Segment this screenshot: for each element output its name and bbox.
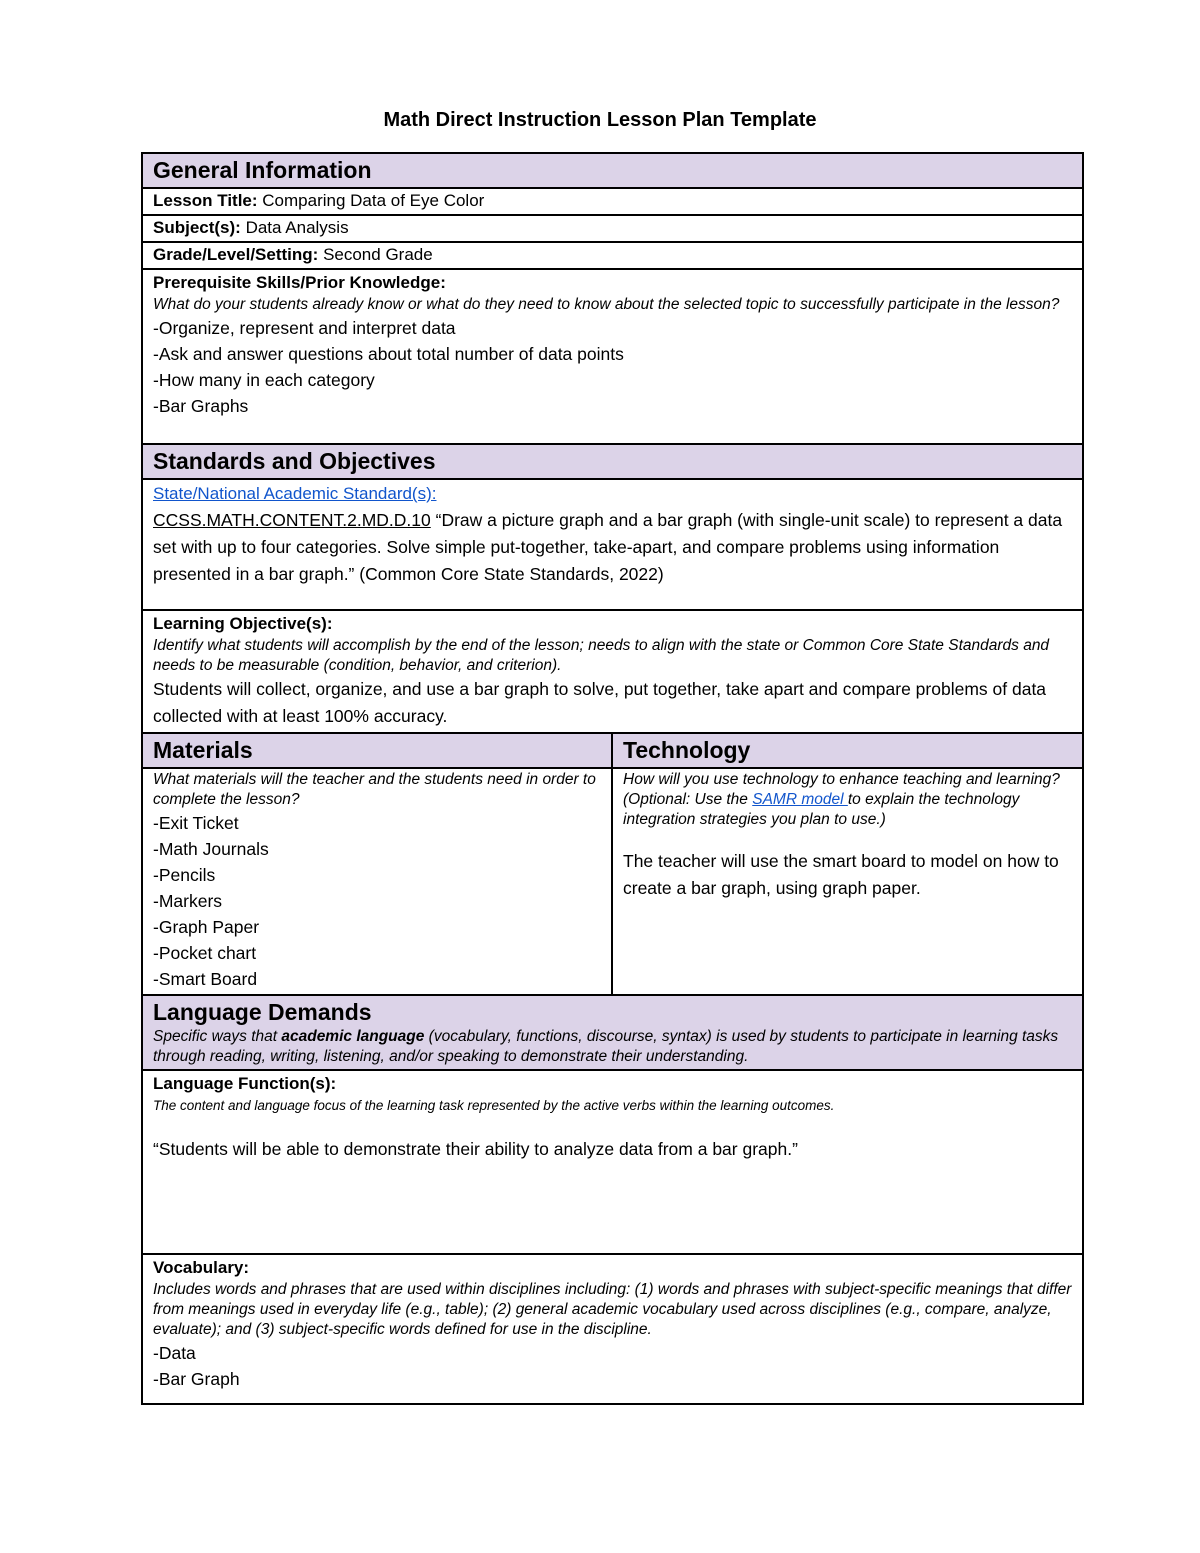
materials-cell bbox=[142, 768, 612, 995]
vocabulary-cell bbox=[142, 1254, 1083, 1404]
prereq-label: Prerequisite Skills/Prior Knowledge: bbox=[153, 273, 446, 292]
samr-model-link[interactable]: SAMR model bbox=[752, 791, 848, 808]
materials-header bbox=[142, 733, 612, 768]
objective-cell bbox=[142, 610, 1083, 733]
grade-row bbox=[142, 242, 1083, 269]
materials-item: -Markers bbox=[153, 891, 223, 911]
prereq-prompt: What do your students already know or what do they need to know about the selected topic to successfully participate in the lesson? bbox=[153, 296, 1060, 313]
objective-label: Learning Objective(s): bbox=[153, 614, 333, 633]
prereq-item: -How many in each category bbox=[153, 370, 375, 390]
materials-item: -Math Journals bbox=[153, 839, 269, 859]
subjects-value: Data Analysis bbox=[245, 218, 349, 237]
materials-item: -Pocket chart bbox=[153, 943, 257, 963]
materials-item: -Exit Ticket bbox=[153, 813, 239, 833]
language-header bbox=[142, 995, 1083, 1070]
prereq-item: -Ask and answer questions about total number of data points bbox=[153, 344, 624, 364]
materials-item: -Pencils bbox=[153, 865, 216, 885]
standards-cell bbox=[142, 479, 1083, 610]
technology-prompt-start: How will you use technology to enhance teaching and learning? (Optional: Use the bbox=[623, 771, 1060, 808]
technology-header bbox=[612, 733, 1083, 768]
language-prompt-bold: academic language bbox=[281, 1028, 425, 1045]
technology-prompt bbox=[623, 770, 1073, 830]
objective-text: Students will collect, organize, and use a bar graph to solve, put together, take apart and compare problems of data collected with at least 100% accuracy. bbox=[153, 679, 1047, 726]
lesson-title-label: Lesson Title: bbox=[153, 191, 258, 210]
standard-code: CCSS.MATH.CONTENT.2.MD.D.10 bbox=[153, 510, 431, 530]
grade-label: Grade/Level/Setting: bbox=[153, 245, 319, 264]
language-function-label: Language Function(s): bbox=[153, 1074, 337, 1093]
prereq-item: -Bar Graphs bbox=[153, 396, 249, 416]
standards-title: Standards and Objectives bbox=[153, 448, 436, 474]
vocabulary-item: -Data bbox=[153, 1343, 196, 1363]
materials-title: Materials bbox=[153, 737, 253, 763]
page-title: Math Direct Instruction Lesson Plan Template bbox=[383, 109, 817, 131]
vocabulary-item: -Bar Graph bbox=[153, 1369, 240, 1389]
language-function-cell bbox=[142, 1070, 1083, 1254]
language-prompt bbox=[153, 1027, 1073, 1067]
subjects-label: Subject(s): bbox=[153, 218, 241, 237]
language-prompt-end: (vocabulary, functions, discourse, syntax) is used by students to participate in learning tasks through reading, writing, listening, and/or speaking to demonstrate their understanding. bbox=[153, 1028, 1059, 1065]
standard-text: “Draw a picture graph and a bar graph (with single-unit scale) to represent a data set with up to four categories. Solve simple put-together, take-apart, and compare problems using information presented in a bar graph.” (Common Core State Standards, 2022) bbox=[153, 510, 1063, 584]
objective-prompt: Identify what students will accomplish by the end of the lesson; needs to align with the state or Common Core State Standards and needs to be measurable (condition, behavior, and criterion). bbox=[153, 637, 1050, 674]
standards-link[interactable]: State/National Academic Standard(s): bbox=[153, 484, 437, 503]
prereq-cell bbox=[142, 269, 1083, 444]
vocabulary-label: Vocabulary: bbox=[153, 1258, 250, 1277]
lesson-plan-table bbox=[141, 152, 1084, 1405]
materials-item: -Smart Board bbox=[153, 969, 258, 989]
technology-cell bbox=[612, 768, 1083, 995]
lesson-title-row bbox=[142, 188, 1083, 215]
technology-prompt-end: to explain the technology integration strategies you plan to use.) bbox=[623, 791, 1020, 828]
technology-text: The teacher will use the smart board to model on how to create a bar graph, using graph paper. bbox=[623, 851, 1059, 898]
general-info-header bbox=[142, 153, 1083, 188]
prereq-item: -Organize, represent and interpret data bbox=[153, 318, 456, 338]
general-info-title: General Information bbox=[153, 157, 372, 183]
lesson-title-value: Comparing Data of Eye Color bbox=[262, 191, 485, 210]
standards-header bbox=[142, 444, 1083, 479]
language-function-text: “Students will be able to demonstrate their ability to analyze data from a bar graph.” bbox=[153, 1139, 798, 1159]
language-prompt-start: Specific ways that bbox=[153, 1028, 282, 1045]
materials-item: -Graph Paper bbox=[153, 917, 260, 937]
language-title: Language Demands bbox=[153, 999, 372, 1025]
grade-value: Second Grade bbox=[323, 245, 433, 264]
technology-title: Technology bbox=[623, 737, 751, 763]
language-function-prompt: The content and language focus of the learning task represented by the active verbs within the learning outcomes. bbox=[153, 1098, 835, 1113]
materials-prompt: What materials will the teacher and the students need in order to complete the lesson? bbox=[153, 771, 596, 808]
vocabulary-prompt: Includes words and phrases that are used within disciplines including: (1) words and phrases with subject-specific meanings that differ from meanings used in everyday life (e.g., table); (2) general academic vocabulary used across disciplines (e.g., compare, analyze, evaluate); and (3) subject-specific words defined for use in the discipline. bbox=[153, 1281, 1072, 1338]
subjects-row bbox=[142, 215, 1083, 242]
